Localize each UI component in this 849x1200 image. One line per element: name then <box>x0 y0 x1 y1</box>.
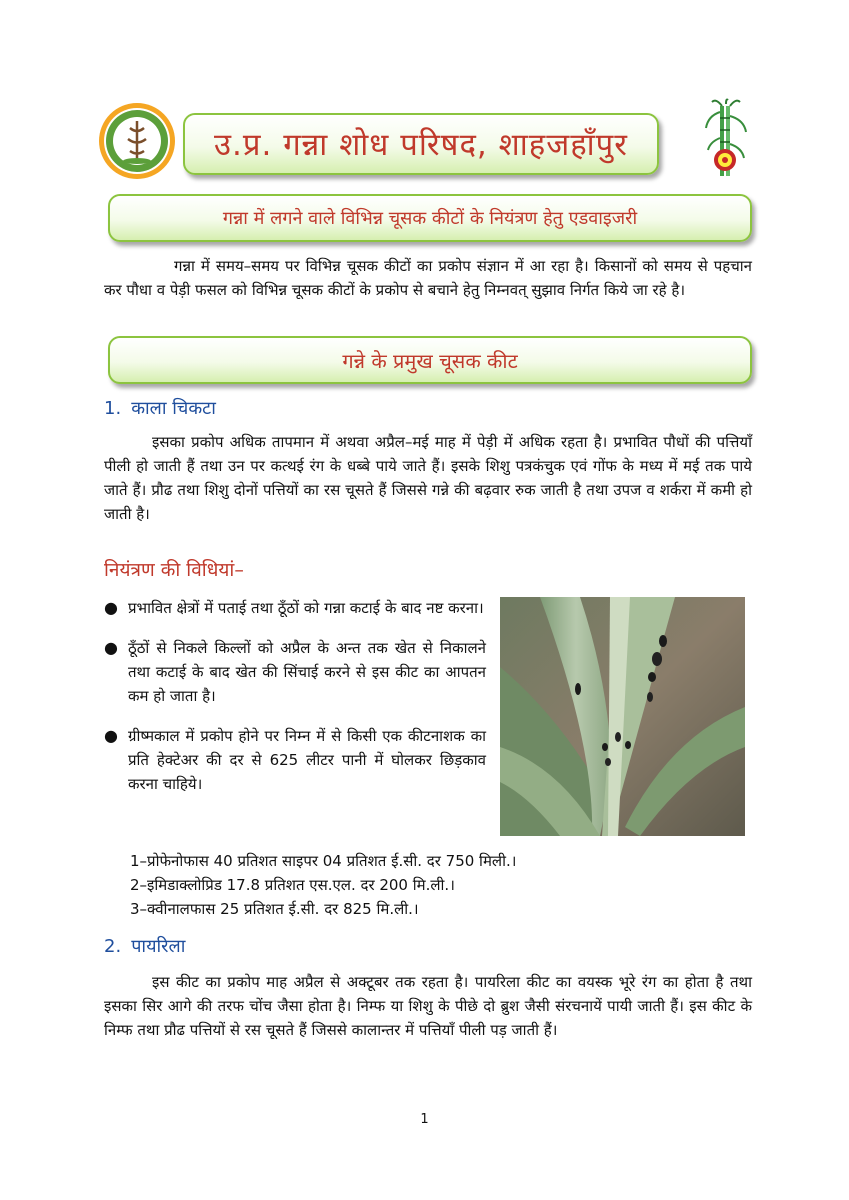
pest1-heading <box>104 396 216 420</box>
council-title: उ.प्र. गन्ना शोध परिषद, शाहजहाँपुर <box>214 127 628 163</box>
insecticide-list <box>130 849 730 921</box>
method-text: ग्रीष्मकाल में प्रकोप होने पर निम्न में से किसी एक कीटनाशक का प्रति हेक्टेअर की दर से 625 लीटर पानी में घोलकर छिड़काव करना चाहिये। <box>128 727 486 793</box>
advisory-title: गन्ना में लगने वाले विभिन्न चूसक कीटों के नियंत्रण हेतु एडवाइजरी <box>222 208 638 229</box>
pest1-name: काला चिकटा <box>131 398 216 419</box>
bullet-icon: ● <box>104 638 118 657</box>
pest1-number: 1. <box>104 398 122 419</box>
bullet-icon: ● <box>104 726 118 745</box>
pest1-description: इसका प्रकोप अधिक तापमान में अथवा अप्रैल–मई माह में पेड़ी में अधिक रहता है। प्रभावित पौधों की पत्तियाँ पीली हो जाती हैं तथा उन पर कत्थई रंग के धब्बे पाये जाते हैं। इसके शिशु पत्रकंचुक एवं गोंफ के मध्य में मई तक पाये जाते हैं। प्रौढ तथा शिशु दोनों पत्तियों का रस चूसते हैं जिससे गन्ने की बढ़वार रुक जाती है तथा उपज व शर्करा में कमी हो जाती है। <box>104 433 752 523</box>
bullet-icon: ● <box>104 598 118 617</box>
pest2-name: पायरिला <box>131 936 186 957</box>
list-item <box>104 636 486 708</box>
method-text: प्रभावित क्षेत्रों में पताई तथा ठूँठों को गन्ना कटाई के बाद नष्ट करना। <box>128 599 484 617</box>
pest2-description: इस कीट का प्रकोप माह अप्रैल से अक्टूबर तक रहता है। पायरिला कीट का वयस्क भूरे रंग का होता है तथा इसका सिर आगे की तरफ चोंच जैसा होता है। निम्फ या शिशु के पीछे दो ब्रुश जैसी संरचनायें पायी जाती हैं। इस कीट के निम्फ तथा प्रौढ पत्तियों से रस चूसते हैं जिससे कालान्तर में पत्तियाँ पीली पड़ जाती हैं। <box>104 973 752 1039</box>
control-methods-heading: नियंत्रण की विधियां– <box>104 559 244 581</box>
list-item <box>104 724 486 796</box>
council-seal-logo <box>97 101 177 181</box>
control-methods-list <box>104 596 486 812</box>
method-text: ठूँठों से निकले किल्लों को अप्रैल के अन्त तक खेत से निकालने तथा कटाई के बाद खेत की सिंचाई करने से इस कीट का आपतन कम हो जाता है। <box>128 639 486 705</box>
sugarcane-emblem-logo <box>702 98 750 184</box>
insecticide-item: 3–क्वीनालफास 25 प्रतिशत ई.सी. दर 825 मि.ली.। <box>130 900 419 918</box>
black-bug-on-sugarcane-photo <box>500 597 745 836</box>
list-item <box>104 596 486 620</box>
section-banner <box>108 336 752 384</box>
pest2-number: 2. <box>104 936 122 957</box>
title-banner <box>183 113 659 175</box>
insecticide-item: 2–इमिडाक्लोप्रिड 17.8 प्रतिशत एस.एल. दर 200 मि.ली.। <box>130 876 455 894</box>
insecticide-item: 1–प्रोफेनोफास 40 प्रतिशत साइपर 04 प्रतिशत ई.सी. दर 750 मिली.। <box>130 852 517 870</box>
intro-paragraph: गन्ना में समय–समय पर विभिन्न चूसक कीटों का प्रकोप संज्ञान में आ रहा है। किसानों को समय से पहचान कर पौधा व पेड़ी फसल को विभिन्न चूसक कीटों के प्रकोप से बचाने हेतु निम्नवत् सुझाव निर्गत किये जा रहे है। <box>104 257 752 299</box>
pest2-heading <box>104 934 185 958</box>
advisory-banner <box>108 194 752 242</box>
section-title: गन्ने के प्रमुख चूसक कीट <box>342 348 518 373</box>
page-number: 1 <box>420 1112 429 1127</box>
